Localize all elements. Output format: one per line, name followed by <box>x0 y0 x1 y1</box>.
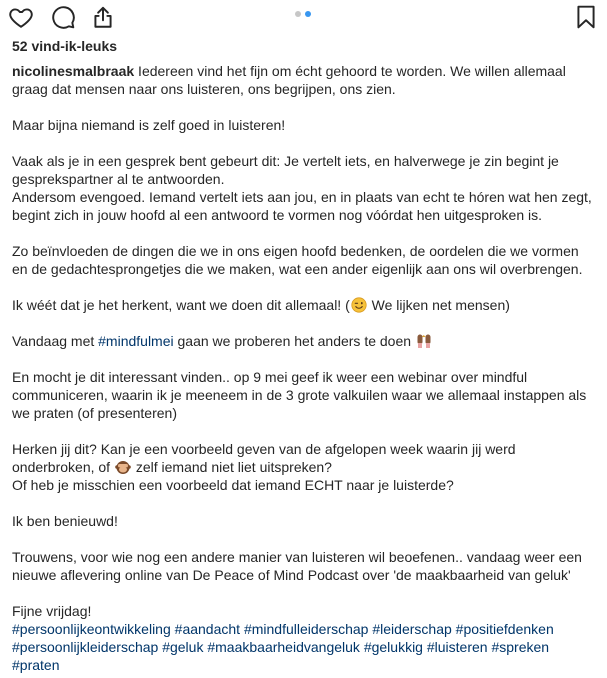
hashtag-list <box>12 621 554 673</box>
caption-text: Herken jij dit? Kan je een voorbeeld geven van de afgelopen week waarin jij werd onderbroken, of <box>12 441 516 475</box>
caption-text: We lijken net mensen) <box>367 297 510 313</box>
caption-paragraph: Ik ben benieuwd! <box>12 513 118 529</box>
carousel-dot <box>295 11 301 17</box>
caption-text: Ik wéét dat je het herkent, want we doen dit allemaal! ( <box>12 297 350 313</box>
hashtag-link[interactable]: #gelukkig <box>363 639 423 655</box>
comment-icon[interactable] <box>50 4 76 30</box>
caption-paragraph <box>12 296 592 314</box>
caption-closing <box>12 602 592 674</box>
caption-line: Fijne vrijdag! <box>12 603 92 619</box>
hashtag-link[interactable]: #mindfulleiderschap <box>243 621 369 637</box>
caption-paragraph: En mocht je dit interessant vinden.. op 9 mei geef ik weer een webinar over mindful communiceren, waarin ik je meeneem in de 3 grote valkuilen waar we allemaal instappen als we praten (of presenteren) <box>12 369 587 421</box>
post-caption <box>12 62 592 674</box>
carousel-dot-active <box>305 11 311 17</box>
caption-text: zelf iemand niet liet uitspreken? <box>131 459 332 475</box>
heart-icon[interactable] <box>8 4 34 30</box>
caption-text: gaan we proberen het anders te doen <box>173 333 415 349</box>
winking-face-emoji <box>351 297 367 313</box>
caption-paragraph <box>12 332 592 350</box>
hashtag-link[interactable]: #positiefdenken <box>455 621 554 637</box>
hashtag-link[interactable]: #leiderschap <box>372 621 452 637</box>
hashtag-link[interactable]: #luisteren <box>426 639 488 655</box>
hashtag-link[interactable]: #praten <box>12 657 60 673</box>
hashtag-link[interactable]: #aandacht <box>174 621 241 637</box>
caption-paragraph: Zo beïnvloeden de dingen die we in ons eigen hoofd bedenken, de oordelen die we vormen en de gedachtesprongetjes die we maken, wat een ander eigenlijk aan ons wil overbrengen. <box>12 243 583 277</box>
likes-count[interactable]: 52 vind-ik-leuks <box>12 38 118 54</box>
caption-paragraph: Maar bijna niemand is zelf goed in luisteren! <box>12 117 286 133</box>
hashtag-link[interactable]: #maakbaarheidvangeluk <box>207 639 360 655</box>
see-no-evil-monkey-emoji <box>115 459 131 475</box>
username-link[interactable]: nicolinesmalbraak <box>12 63 135 79</box>
hashtag-link[interactable]: #mindfulmei <box>98 333 174 349</box>
post-actions-bar <box>0 0 607 34</box>
caption-paragraph: Trouwens, voor wie nog een andere manier van luisteren wil beoefenen.. vandaag weer een nieuwe aflevering online van De Peace of Mind Podcast over 'de maakbaarheid van geluk' <box>12 549 582 583</box>
caption-line: Andersom evengoed. Iemand vertelt iets aan jou, en in plaats van echt te hóren wat hen zegt, begint zich in jouw hoofd al een antwoord te vormen nog vóórdat hen uitgesproken is. <box>12 189 592 223</box>
hashtag-link[interactable]: #geluk <box>162 639 204 655</box>
caption-line: Vaak als je in een gesprek bent gebeurt dit: Je vertelt iets, en halverwege je zin begint je gesprekspartner al te antwoorden. <box>12 153 559 187</box>
raising-hands-emoji <box>416 333 432 349</box>
caption-text: Iedereen vind het fijn om écht gehoord te worden. We willen allemaal graag dat mensen naar ons luisteren, ons begrijpen, ons zien. <box>12 63 566 97</box>
carousel-indicator <box>295 11 311 17</box>
hashtag-link[interactable]: #persoonlijkeontwikkeling <box>12 621 171 637</box>
caption-paragraph <box>12 440 592 494</box>
caption-paragraph <box>12 152 592 224</box>
caption-line: Of heb je misschien een voorbeeld dat iemand ECHT naar je luisterde? <box>12 477 454 493</box>
hashtag-link[interactable]: #persoonlijkleiderschap <box>12 639 159 655</box>
bookmark-icon[interactable] <box>573 4 599 30</box>
hashtag-link[interactable]: #spreken <box>491 639 550 655</box>
caption-text: Vandaag met <box>12 333 99 349</box>
caption-intro <box>12 62 592 98</box>
share-icon[interactable] <box>90 4 116 30</box>
